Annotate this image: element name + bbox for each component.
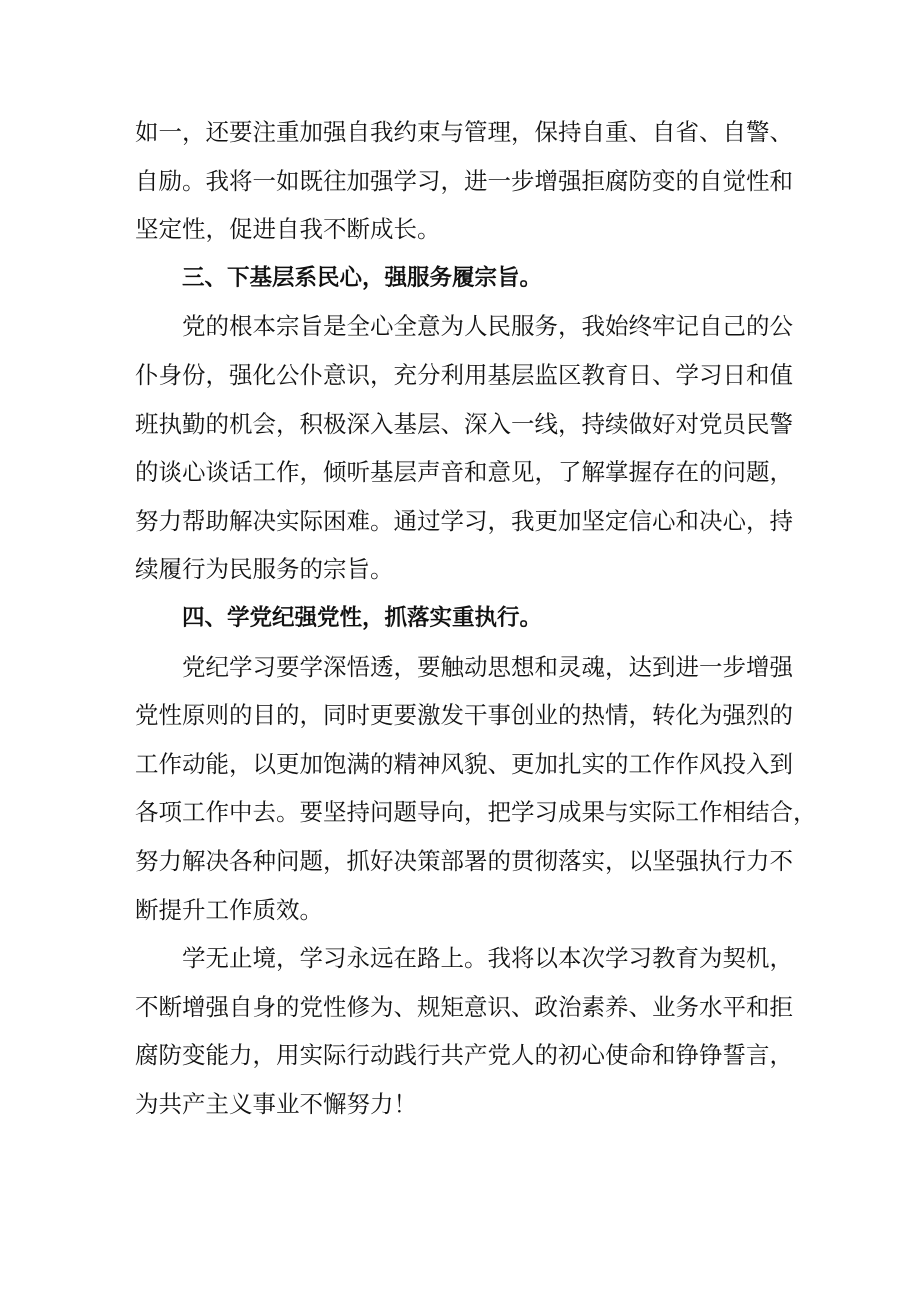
paragraph-line: 的谈心谈话工作，倾听基层声音和意见，了解掌握存在的问题， (135, 458, 793, 487)
paragraph-line: 学无止境，学习永远在路上。我将以本次学习教育为契机， (182, 944, 793, 973)
paragraph-line: 不断增强自身的党性修为、规矩意识、政治素养、业务水平和拒 (135, 992, 793, 1021)
paragraph-line: 坚定性，促进自我不断成长。 (135, 215, 441, 244)
paragraph-line: 为共产主义事业不懈努力！ (135, 1089, 417, 1118)
paragraph-line: 仆身份，强化公仆意识，充分利用基层监区教育日、学习日和值 (135, 360, 793, 389)
paragraph-line: 党的根本宗旨是全心全意为人民服务，我始终牢记自己的公 (182, 312, 793, 341)
paragraph-line: 续履行为民服务的宗旨。 (135, 555, 394, 584)
paragraph-line: 努力解决各种问题，抓好决策部署的贯彻落实，以坚强执行力不 (135, 846, 793, 875)
body-text (135, 108, 817, 1128)
paragraph-line: 努力帮助解决实际困难。通过学习，我更加坚定信心和决心，持 (135, 506, 793, 535)
paragraph-line: 断提升工作质效。 (135, 895, 323, 924)
section-heading-3: 三、下基层系民心，强服务履宗旨。 (182, 264, 543, 291)
section-heading-4: 四、学党纪强党性，抓落实重执行。 (182, 604, 543, 631)
paragraph-line: 腐防变能力，用实际行动践行共产党人的初心使命和铮铮誓言， (135, 1041, 793, 1070)
paragraph-line: 自励。我将一如既往加强学习，进一步增强拒腐防变的自觉性和 (135, 166, 793, 195)
paragraph-line: 工作动能，以更加饱满的精神风貌、更加扎实的工作作风投入到 (135, 749, 793, 778)
paragraph-line: 党性原则的目的，同时更要激发干事创业的热情，转化为强烈的 (135, 701, 793, 730)
paragraph-line: 班执勤的机会，积极深入基层、深入一线，持续做好对党员民警 (135, 409, 793, 438)
paragraph-line: 党纪学习要学深悟透，要触动思想和灵魂，达到进一步增强 (182, 652, 793, 681)
paragraph-line: 如一，还要注重加强自我约束与管理，保持自重、自省、自警、 (135, 118, 793, 146)
paragraph-line: 各项工作中去。要坚持问题导向，把学习成果与实际工作相结合， (135, 798, 817, 827)
